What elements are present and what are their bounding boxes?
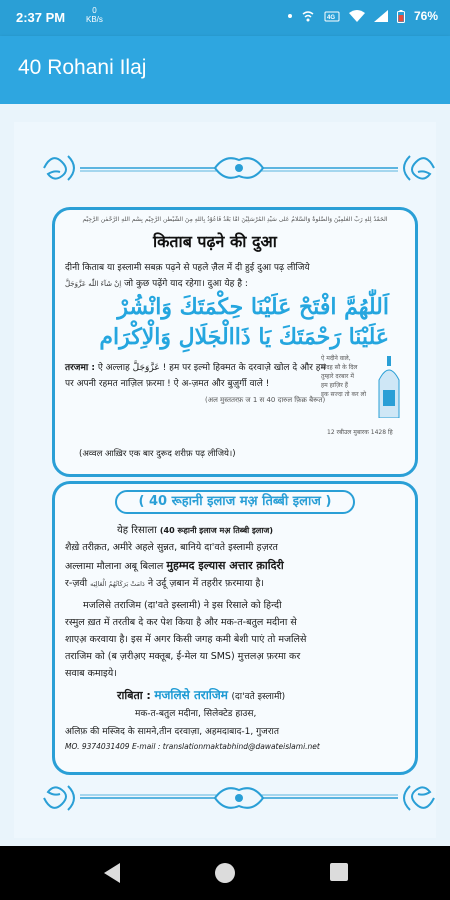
dua-intro-line1: दीनी किताब या इस्लामी सबक़ पढ़ने से पहले ज़ैल में दी हुई दुआ पढ़ लीजिये (65, 263, 310, 273)
hotspot-icon (301, 10, 315, 22)
back-icon[interactable] (100, 861, 122, 885)
info-line2: अल्लामा मौलाना अबू बिलाल मुहम्मद इल्यास अत्तार क़ादिरी (65, 559, 284, 572)
info-line1: शैख़े तरीक़त, अमीरे अहले सुन्नत, बानिये दा'वते इस्लामी हज़रत (65, 542, 278, 553)
dua-heading: किताब पढ़ने की दुआ (153, 232, 277, 251)
battery-icon (397, 10, 405, 23)
signal-icon (374, 10, 388, 22)
title-pill: ( 40 रूहानी इलाज मअ़ तिब्बी इलाज ) (115, 490, 355, 514)
app-title: 40 Rohani Ilaj (18, 56, 147, 79)
dua-closing: (अव्वल आख़िर एक बार दुरूद शरीफ़ पढ़ लीजिये।) (79, 449, 236, 459)
home-icon[interactable] (213, 861, 237, 885)
contact-line: राबिता : मजलिसे तराजिम (दा'वते इस्लामी) (117, 688, 286, 702)
para2-line2: रस्मुल ख़त में तरतीब दे कर पेश किया है और मक-त-बतुल मदीना से (65, 617, 297, 628)
address-line2: अलिफ़ की मस्जिद के सामने,तीन दरवाज़ा, अहमदाबाद-1, गुजरात (65, 727, 279, 737)
volte-icon (324, 10, 340, 22)
dot-icon (288, 14, 292, 18)
side-date: 12 रबीउल मुबारक 1428 हि (327, 429, 393, 436)
subtitle: येह रिसाला (40 रूहानी इलाज मअ़ तिब्बी इलाज) (117, 525, 274, 536)
dome-icon (373, 354, 405, 418)
info-line3: र-ज़वी دَامَتْ بَرَكَاتُهُمُ الْعَالِيَه ने उर्दू ज़बान में तहरीर फ़रमाया है। (65, 578, 264, 589)
status-bar (0, 0, 450, 36)
recents-icon[interactable] (328, 861, 350, 883)
network-speed: 0 KB/s (86, 6, 103, 24)
translation-line2: पर अपनी रहमत नाज़िल फ़रमा ! ऐ अ-ज़मत और बुज़ुर्गी वाले ! (65, 379, 270, 389)
dua-intro-line2: اِنْ شَآءَ اللّٰه عَزَّوَجَلَّ जो कुछ पढ़ेंगे याद रहेगा। दुआ येह है : (65, 279, 248, 289)
side-note: ऐ मदीने वाले, चौदह सौ के दिल तुम्हारे दरबार में हम हाज़िर हैं इक सज्दा तो कर लो 12 रबीउल मुबारक 1428 हि (321, 354, 407, 440)
para2-line5: सवाब कमाइये। (65, 668, 117, 679)
info-box (52, 481, 418, 775)
navigation-bar (0, 846, 450, 900)
dua-arabic-line1: اَللّٰهُمَّ افْتَحْ عَلَيْنَا حِكْمَتَكَ وَانْشُرْ (117, 294, 389, 320)
dua-arabic-line2: عَلَيْنَا رَحْمَتَكَ يَا ذَاالْجَلَالِ وَالْاِكْرَام (99, 324, 389, 350)
address-line1: मक-त-बतुल मदीना, सिलेक्टेड हाउस, (135, 709, 257, 719)
battery-level: 76% (413, 9, 438, 23)
wifi-icon (349, 10, 365, 22)
status-time: 2:37 PM (16, 10, 66, 25)
dua-reference: (अल मुस्ततरफ़ ज 1 स 40 दारुल फ़िक्र बैरूत) (205, 396, 326, 404)
bottom-ornament-icon (40, 780, 438, 816)
para2-line4: तराजिम को (ब ज़रीअ़ए मक्तूब, ई-मेल या SMS) मुत्तलअ़ फ़रमा कर (65, 651, 301, 662)
book-page[interactable] (14, 122, 436, 838)
svg-text:4G: 4G (326, 15, 335, 21)
status-icons (288, 9, 438, 23)
top-arabic-note: اَلْحَمْدُ لِلّٰهِ رَبِّ الْعٰلَمِيْنَ وَالصَّلٰوةُ وَالسَّلَامُ عَلٰى سَيِّدِ الْمُرْسَلِيْنَ اَمَّا بَعْدُ فَاَعُوْذُ بِاللّٰهِ مِنَ الشَّيْطٰنِ الرَّجِيْمِ بِسْمِ اللّٰهِ الرَّحْمٰنِ الرَّحِيْمِ (82, 216, 388, 223)
para2-line3: शाएअ़ करवाया है। इस में अगर किसी जगह कमी बेशी पाएं तो मजलिसे (65, 634, 307, 645)
content-area[interactable] (0, 104, 450, 846)
top-ornament-icon (40, 150, 438, 186)
dua-box (52, 207, 418, 477)
translation-line1: तरजमा : ऐ अल्लाह عَزَّوَجَلَّ ! हम पर इल्मो हिक्मत के दरवाज़े खोल दे और हम (65, 363, 326, 373)
phone-email: MO. 9374031409 E-mail : translationmaktabhind@dawateislami.net (65, 742, 320, 751)
app-bar (0, 36, 450, 104)
para2-line1: मजलिसे तराजिम (दा'वते इस्लामी) ने इस रिसाले को हिन्दी (83, 600, 282, 611)
